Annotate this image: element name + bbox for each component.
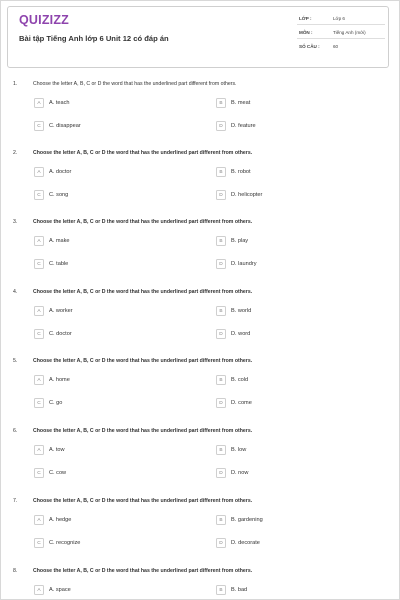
meta-subject — [299, 30, 366, 35]
question-text: Choose the letter A, B, C or D the word that has the underlined part different from others. — [33, 498, 253, 504]
option-label: C. song — [49, 191, 69, 198]
question-number: 2. — [13, 150, 18, 156]
option-letter-badge: D — [216, 398, 226, 408]
option-label: D. helicopter — [231, 191, 263, 198]
option-label: C. doctor — [49, 330, 72, 337]
option-label: C. recognize — [49, 539, 81, 546]
meta-subject-value: Tiếng Anh (mới) — [333, 30, 366, 35]
option-letter-badge: B — [216, 236, 226, 246]
option-label: A. tow — [49, 446, 65, 453]
meta-count — [299, 44, 338, 49]
option-letter-badge: B — [216, 445, 226, 455]
question-text: Choose the letter A, B, C or D the word that has the underlined part different from others. — [33, 568, 253, 574]
option-label: B. play — [231, 237, 249, 244]
option-label: A. home — [49, 376, 70, 383]
option-label: A. space — [49, 586, 71, 593]
option-letter-badge: D — [216, 121, 226, 131]
option-label: A. hedge — [49, 516, 72, 523]
option-label: A. teach — [49, 99, 70, 106]
option-letter-badge: B — [216, 306, 226, 316]
divider — [297, 38, 385, 39]
option-letter-badge: C — [34, 259, 44, 269]
option-letter-badge: A — [34, 585, 44, 595]
meta-count-key: SỐ CÂU : — [299, 44, 320, 49]
option-letter-badge: C — [34, 468, 44, 478]
option-label: B. gardening — [231, 516, 263, 523]
option-label: D. now — [231, 469, 249, 476]
option-letter-badge: A — [34, 515, 44, 525]
option-letter-badge: C — [34, 121, 44, 131]
question-text: Choose the letter A, B, C or D the word that has the underlined part different from others. — [33, 219, 253, 225]
question-text: Choose the letter A, B, C or D the word that has the underlined part different from others. — [33, 150, 253, 156]
meta-class — [299, 16, 345, 21]
option-label: B. world — [231, 307, 252, 314]
page-title: Bài tập Tiếng Anh lớp 6 Unit 12 có đáp án — [19, 34, 169, 43]
option-label: C. go — [49, 399, 63, 406]
option-letter-badge: D — [216, 190, 226, 200]
option-label: B. bad — [231, 586, 248, 593]
meta-subject-key: MÔN : — [299, 30, 313, 35]
option-letter-badge: A — [34, 306, 44, 316]
option-letter-badge: B — [216, 585, 226, 595]
meta-count-value: 60 — [333, 44, 339, 49]
question-text: Choose the letter A, B, C or D the word that has the underlined part different from others. — [33, 81, 237, 87]
question-number: 6. — [13, 428, 18, 434]
option-label: C. table — [49, 260, 69, 267]
meta-class-value: Lớp 6 — [333, 16, 345, 21]
option-letter-badge: A — [34, 375, 44, 385]
question-number: 1. — [13, 81, 18, 87]
option-label: C. disappear — [49, 122, 81, 129]
question-text: Choose the letter A, B, C or D the word that has the underlined part different from others. — [33, 289, 253, 295]
question-text: Choose the letter A, B, C or D the word that has the underlined part different from others. — [33, 428, 253, 434]
option-label: B. low — [231, 446, 247, 453]
question-number: 5. — [13, 358, 18, 364]
option-letter-badge: D — [216, 329, 226, 339]
option-label: D. come — [231, 399, 252, 406]
option-letter-badge: A — [34, 445, 44, 455]
option-label: D. feature — [231, 122, 256, 129]
option-label: A. make — [49, 237, 70, 244]
option-label: B. meat — [231, 99, 251, 106]
option-letter-badge: A — [34, 98, 44, 108]
question-number: 8. — [13, 568, 18, 574]
option-letter-badge: B — [216, 98, 226, 108]
option-letter-badge: D — [216, 468, 226, 478]
question-number: 3. — [13, 219, 18, 225]
option-letter-badge: C — [34, 329, 44, 339]
option-label: B. cold — [231, 376, 249, 383]
option-letter-badge: C — [34, 398, 44, 408]
option-letter-badge: C — [34, 190, 44, 200]
option-letter-badge: A — [34, 167, 44, 177]
option-label: C. cow — [49, 469, 67, 476]
meta-class-key: LỚP : — [299, 16, 312, 21]
option-label: D. laundry — [231, 260, 257, 267]
option-letter-badge: B — [216, 515, 226, 525]
option-letter-badge: D — [216, 538, 226, 548]
option-label: A. doctor — [49, 168, 72, 175]
option-letter-badge: B — [216, 375, 226, 385]
quizizz-logo: QUIZIZZ — [19, 13, 70, 27]
option-letter-badge: B — [216, 167, 226, 177]
question-number: 7. — [13, 498, 18, 504]
option-letter-badge: A — [34, 236, 44, 246]
question-text: Choose the letter A, B, C or D the word that has the underlined part different from others. — [33, 358, 253, 364]
question-number: 4. — [13, 289, 18, 295]
option-label: A. worker — [49, 307, 73, 314]
divider — [297, 24, 385, 25]
option-label: B. robot — [231, 168, 251, 175]
option-label: D. decorate — [231, 539, 260, 546]
option-letter-badge: C — [34, 538, 44, 548]
option-letter-badge: D — [216, 259, 226, 269]
option-label: D. word — [231, 330, 251, 337]
